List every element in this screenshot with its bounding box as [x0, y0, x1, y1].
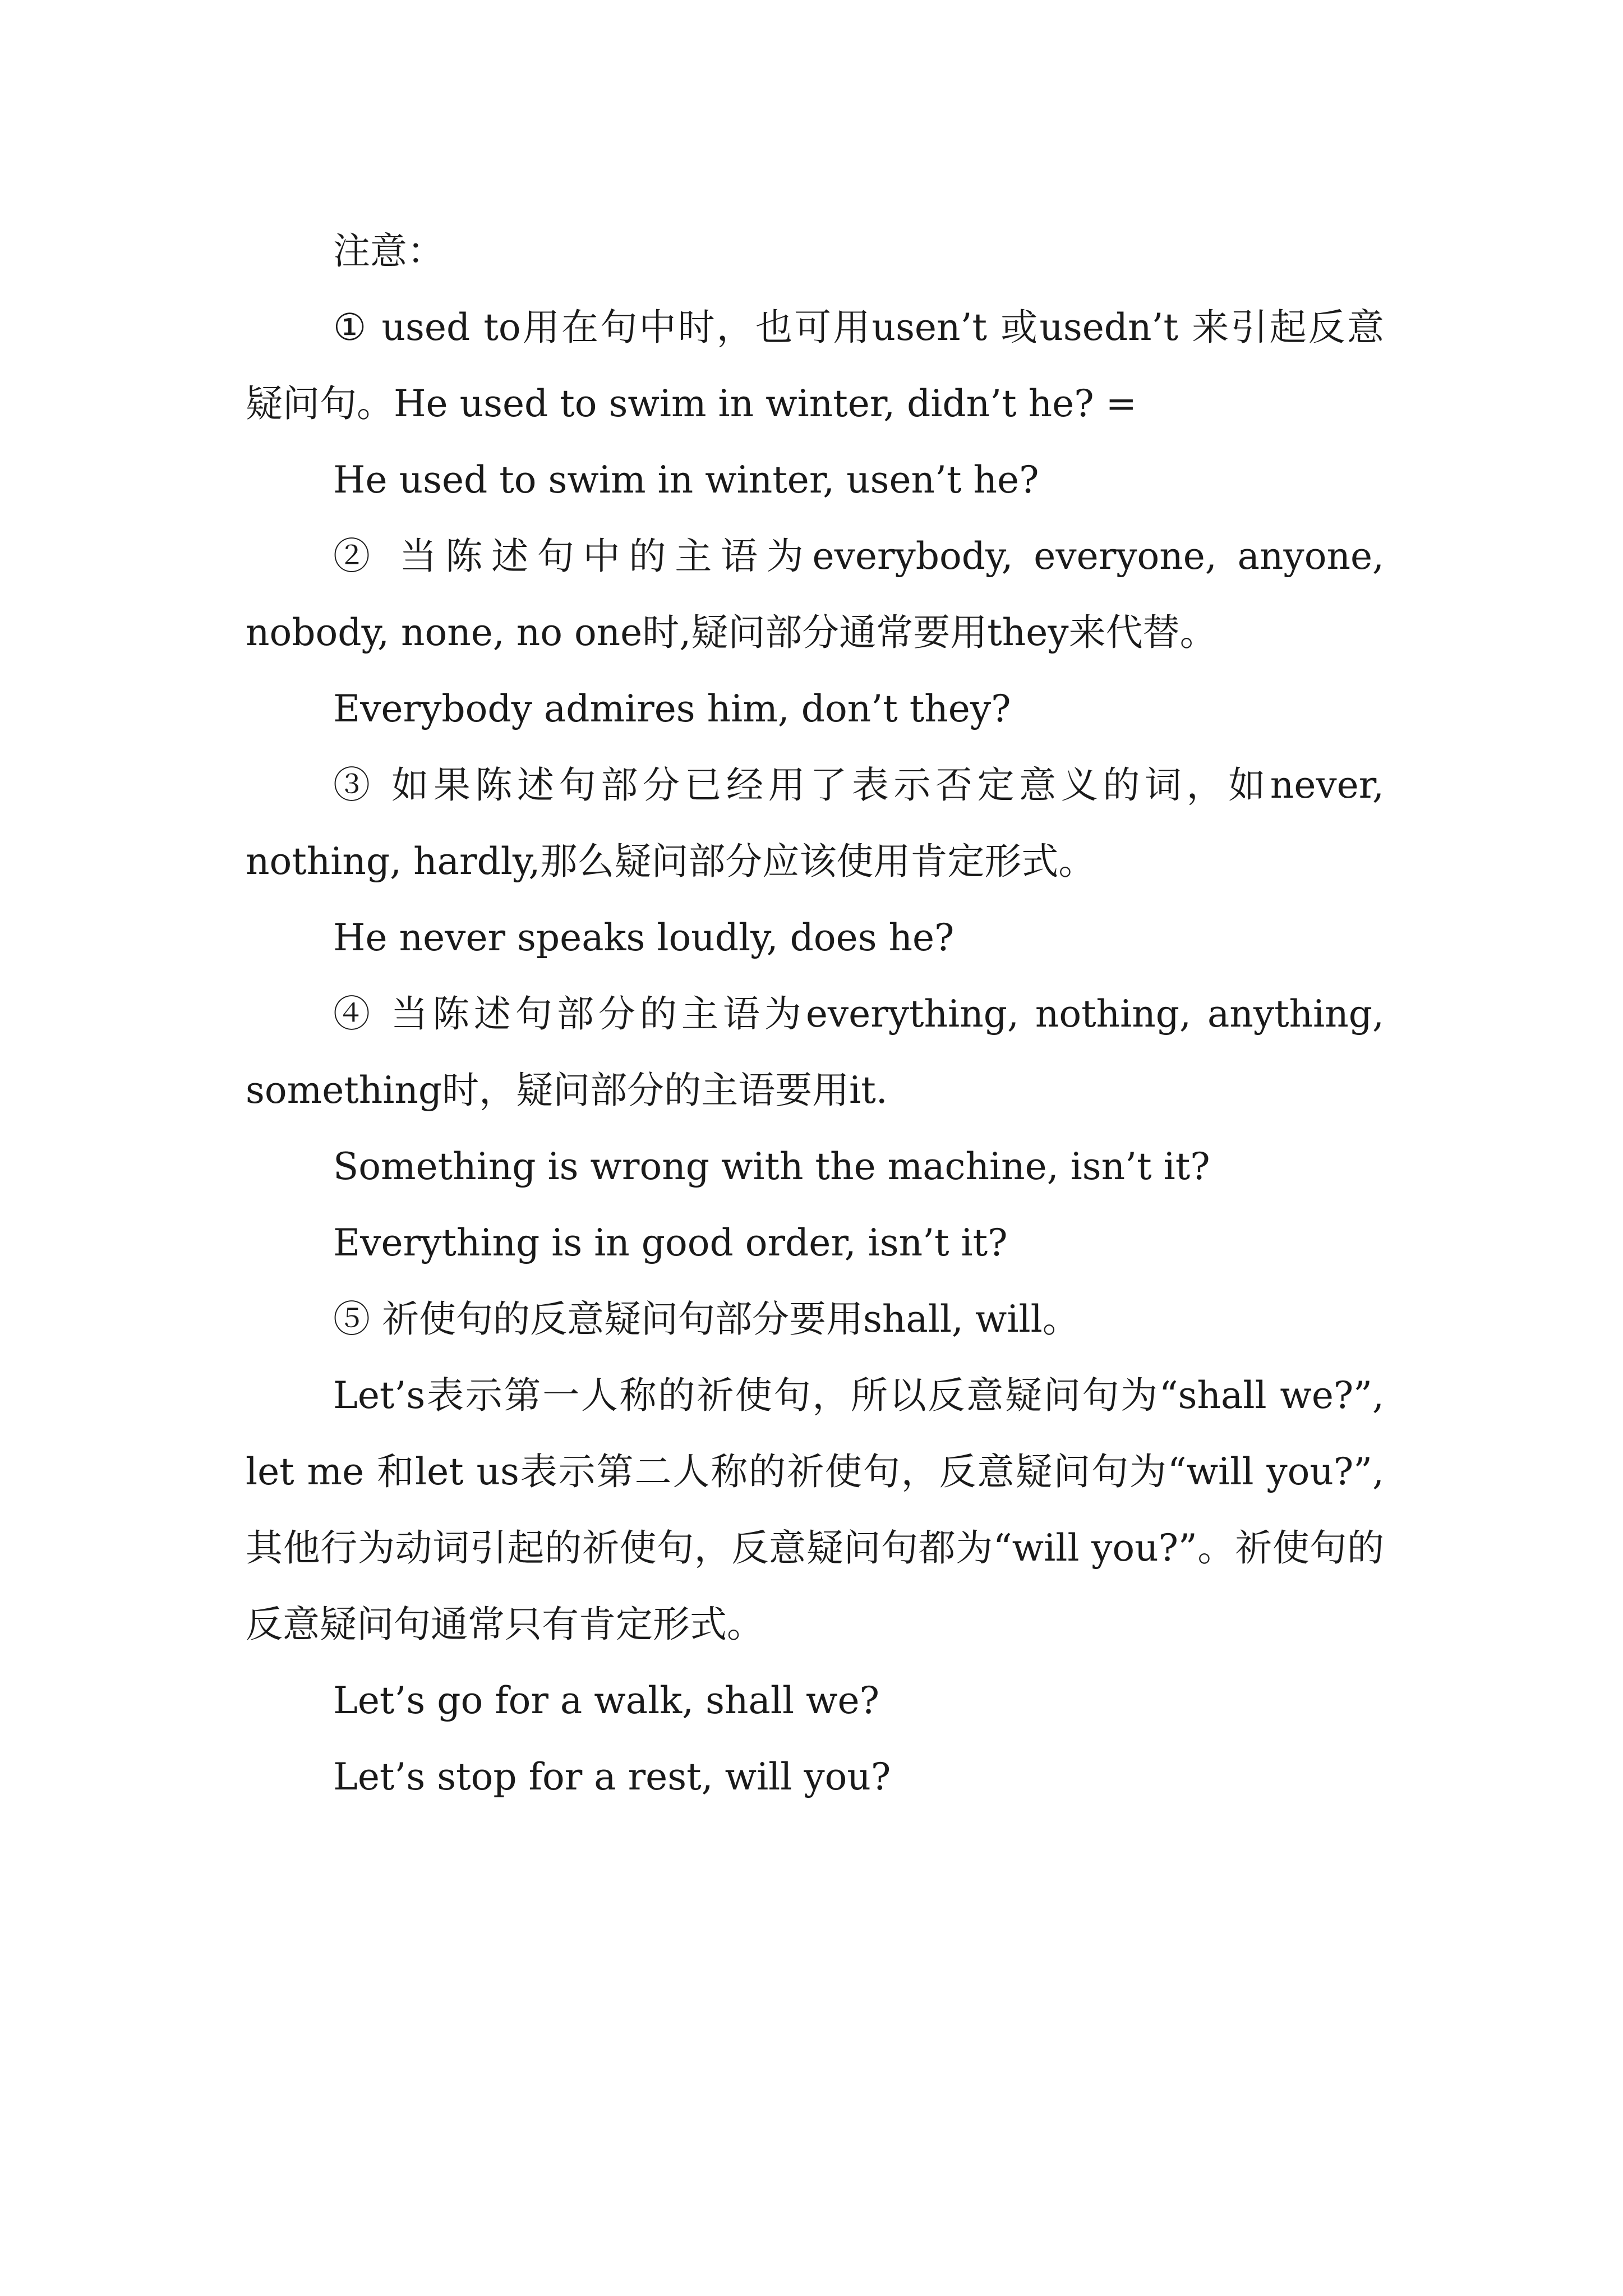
- example-everybody: Everybody admires him, don’t they?: [333, 687, 1011, 730]
- imperative-explanation: Let’s表示第一人称的祈使句，所以反意疑问句为“shall we?”, let me 和let us表示第二人称的祈使句，反意疑问句为“will you?”, 其他行为动词引起的祈使句，反意疑问句都为“will you?”。祈使句的反意疑问句通常只有肯定形式。: [246, 1374, 1384, 1646]
- rule-5-imperative: ⑤ 祈使句的反意疑问句部分要用shall, will。: [333, 1297, 1080, 1341]
- rule-4-thing-subject: ④ 当陈述句部分的主语为everything, nothing, anything, something时，疑问部分的主语要用it.: [246, 992, 1384, 1112]
- document-body: [246, 213, 1384, 1815]
- rule-2-indefinite-subject: ② 当陈述句中的主语为everybody, everyone, anyone, nobody, none, no one时,疑问部分通常要用they来代替。: [246, 535, 1384, 654]
- example-everything: Everything is in good order, isn’t it?: [333, 1221, 1008, 1264]
- example-never: He never speaks loudly, does he?: [333, 916, 955, 959]
- note-heading: 注意：: [333, 229, 444, 273]
- rule-3-negative-words: ③ 如果陈述句部分已经用了表示否定意义的词，如never, nothing, hardly,那么疑问部分应该使用肯定形式。: [246, 763, 1384, 883]
- example-lets-walk: Let’s go for a walk, shall we?: [333, 1679, 879, 1722]
- example-used-to: He used to swim in winter, usen’t he?: [333, 458, 1039, 501]
- rule-1-used-to: ① used to用在句中时，也可用usen’t 或usedn’t 来引起反意疑问句。He used to swim in winter, didn’t he? =: [246, 306, 1384, 425]
- example-something: Something is wrong with the machine, isn’t it?: [333, 1145, 1210, 1188]
- example-lets-rest: Let’s stop for a rest, will you?: [333, 1755, 891, 1798]
